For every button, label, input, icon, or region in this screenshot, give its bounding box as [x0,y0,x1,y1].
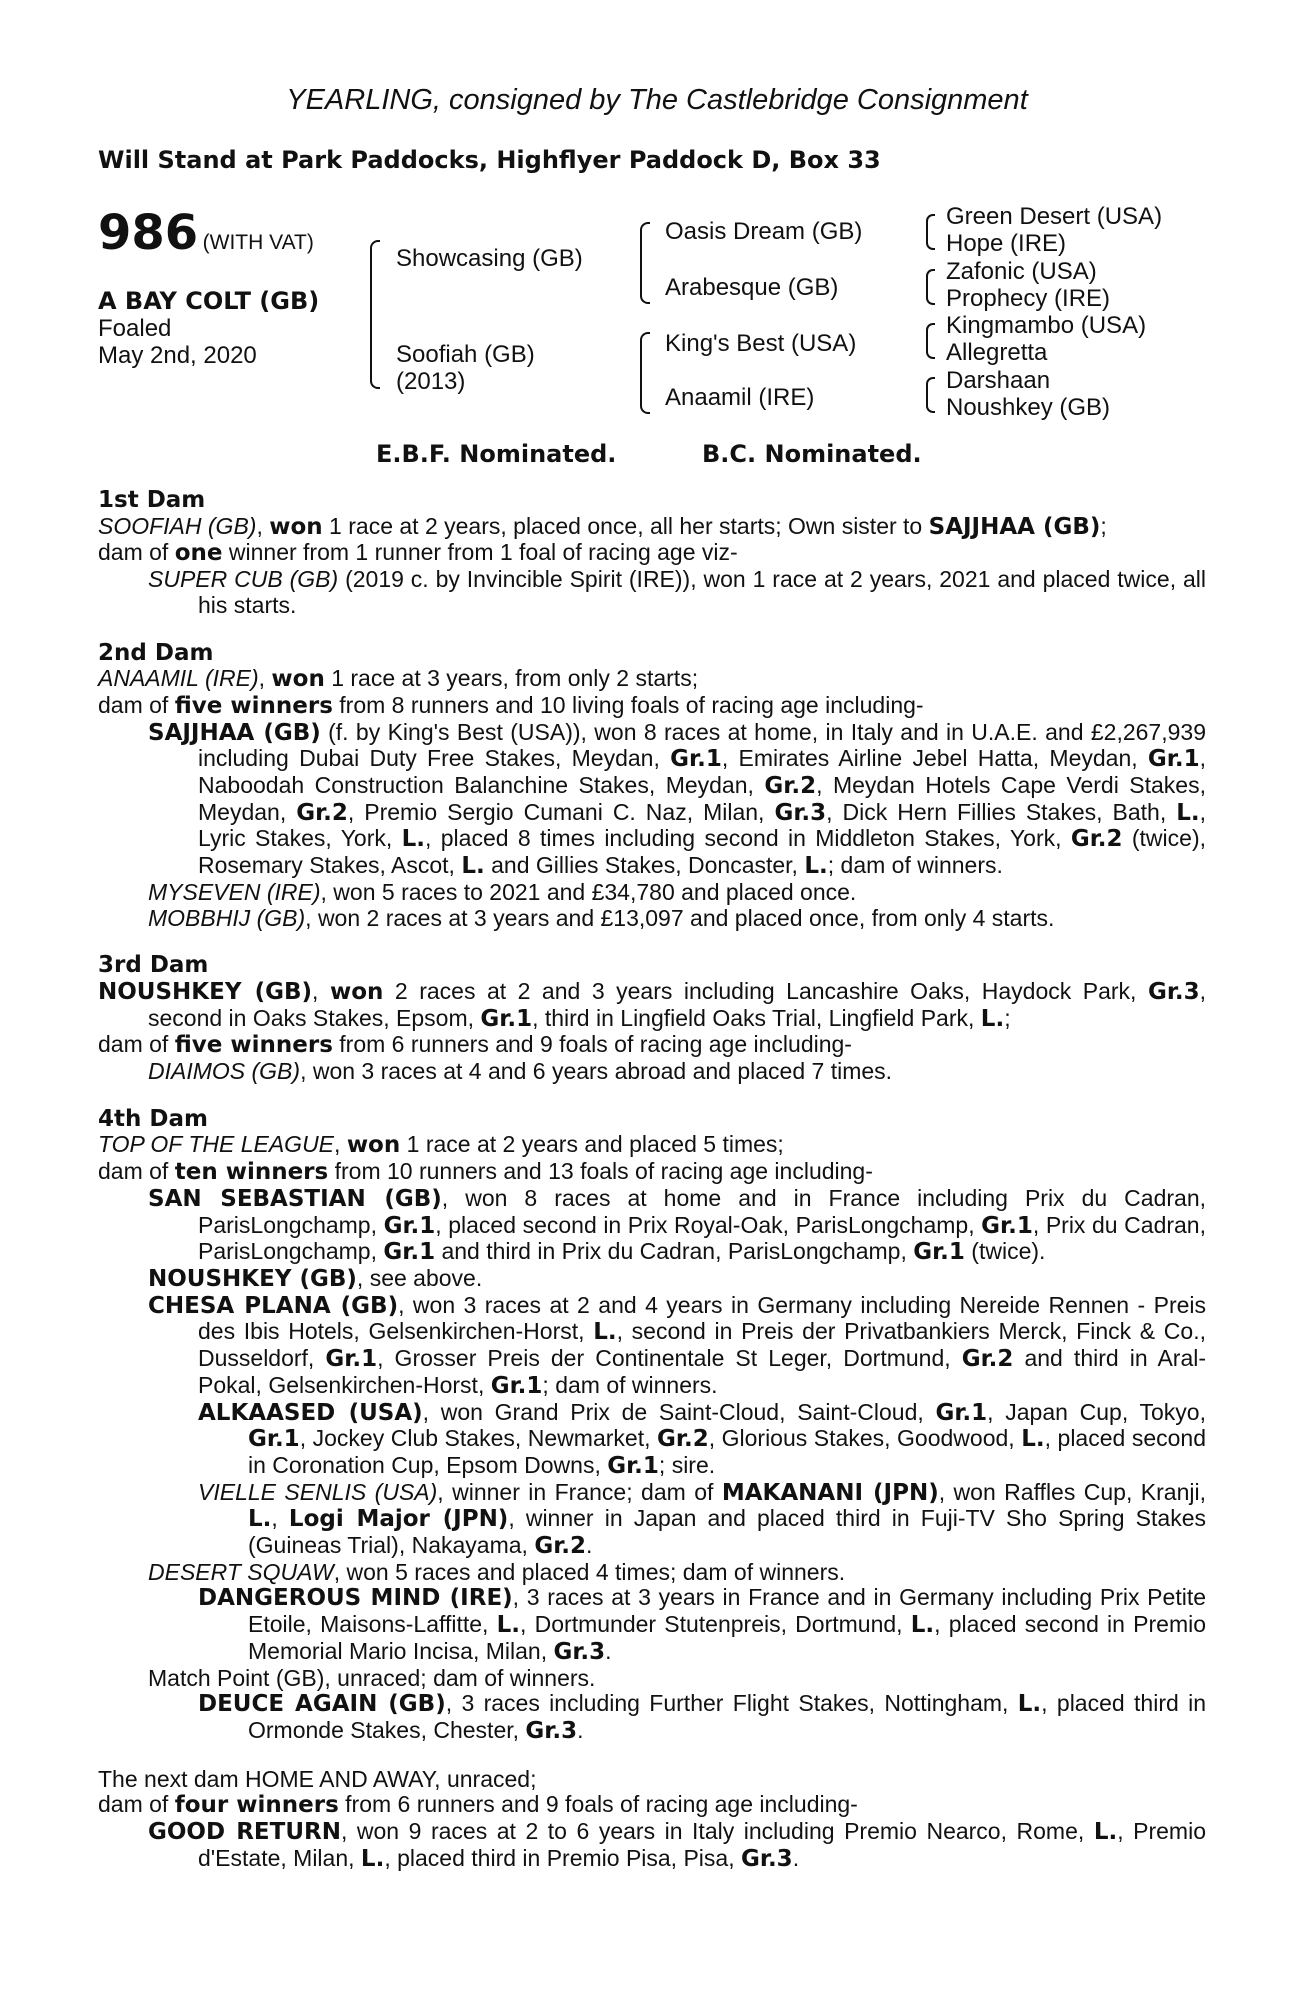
text: from 6 runners and 9 foals of racing age including- [338,1791,858,1818]
horse-name: ALKAASED (USA) [198,1399,423,1426]
mobbhij-entry [98,906,1206,932]
pedigree-brace-sire [640,222,650,304]
text: , Japan Cup, Tokyo, [987,1398,1206,1425]
text: , third in Lingfield Oaks Trial, Lingfield Park, [532,1004,981,1031]
group-grade: Gr.1 [325,1346,378,1373]
text: (f. by King's Best (USA)), won 8 races at home, in Italy and in U.A.E. and £2,267,939 including Dubai Duty Free Stakes, Meydan, [198,718,1206,772]
foal-name: SUPER CUB (GB) [148,566,339,593]
listed-grade: L. [1017,1691,1042,1718]
page-title: YEARLING, consigned by The Castlebridge Consignment [286,84,1028,116]
horse-name: A BAY COLT (GB) [98,287,320,315]
group-grade: Gr.2 [296,799,348,826]
text: . [605,1637,612,1664]
text: , Naboodah Construction Balanchine Stakes, Meydan, [198,745,1206,799]
text: , won Raffles Cup, Kranji, [938,1478,1206,1505]
horse-name: GOOD RETURN [148,1819,341,1846]
text: dam of [98,539,175,566]
text: ; dam of winners. [827,852,1003,879]
listed-grade: L. [910,1612,935,1639]
text: and third in Aral-Pokal, Gelsenkirchen-Horst, [198,1345,1207,1398]
text: , Grosser Preis der Continentale St Leger, Dortmund, [377,1345,962,1372]
pedigree-brace-g3b [926,269,935,305]
text: ; [1004,1004,1011,1031]
group-grade: Gr.1 [383,1239,436,1266]
third-dam-line: NOUSHKEY (GB), won 2 races at 2 and 3 years including Lancashire Oaks, Haydock Park, Gr.3, second in Oaks Stakes, Epsom, Gr.1, third in Lingfield Oaks Trial, Lingfield Park, L.; [98,977,1207,1032]
group-grade: Gr.1 [383,1212,436,1239]
horse-name: DIAIMOS (GB) [148,1058,301,1085]
text: winner from 1 runner from 1 foal of racing age viz- [222,539,738,566]
third-dam-produce-line [98,1032,1206,1059]
listed-grade: L. [980,1005,1005,1032]
text: , 3 races at 3 years in France and in Germany including Prix Petite Etoile, Maisons-Laffitte, [248,1584,1206,1638]
foaled-label: Foaled [98,315,172,342]
pedigree-brace-g3a [926,214,935,250]
pedigree-g3-4: Prophecy (IRE) [946,285,1111,312]
text: , placed second in Premio Memorial Mario Incisa, Milan, [248,1611,1207,1664]
pedigree-g2-4: Anaamil (IRE) [665,384,815,411]
winner-count: one [174,540,223,567]
text: dam of [98,1031,175,1058]
text: , second in Preis der Privatbankiers Merck, Finck & Co., Dusseldorf, [198,1318,1206,1372]
deuce-again-entry [98,1691,1206,1744]
fourth-dam-name: TOP OF THE LEAGUE [98,1131,335,1158]
pedigree-dam-name: Soofiah (GB) [396,341,535,368]
text: 1 race at 2 years, placed once, all her starts; Own sister to [322,512,929,539]
pedigree-g3-2: Hope (IRE) [946,230,1067,257]
group-grade: Gr.2 [764,773,817,800]
alkaased-entry [98,1400,1206,1480]
group-grade: Gr.1 [935,1399,988,1426]
group-grade: Gr.1 [248,1426,300,1453]
text: . [577,1716,584,1743]
pedigree-g2-2: Arabesque (GB) [665,274,839,301]
sister-name: SAJJHAA (GB) [928,513,1101,540]
pedigree-g2-1: Oasis Dream (GB) [665,218,863,245]
text: (2019 c. by Invincible Spirit (IRE)), won 1 race at 2 years, 2021 and placed twice, all his starts. [198,566,1206,618]
group-grade: Gr.1 [913,1239,965,1266]
listed-grade: L. [1093,1819,1118,1846]
text: dam of [98,1791,175,1818]
text: , second in Oaks Stakes, Epsom, [148,977,1207,1031]
winner-count: ten winners [174,1159,329,1186]
listed-grade: L. [248,1506,272,1533]
text: , Dortmunder Stutenpreis, Dortmund, [520,1611,911,1638]
second-dam-line: ANAAMIL (IRE), won 1 race at 3 years, from only 2 starts; [98,665,699,693]
listed-grade: L. [1176,799,1200,826]
group-grade: Gr.2 [961,1346,1014,1373]
text: , placed third in Ormonde Stakes, Chester, [248,1690,1207,1743]
pedigree-g3-6: Allegretta [946,339,1048,366]
text: , placed second in Prix Royal-Oak, ParisLongchamp, [435,1211,982,1238]
horse-name: CHESA PLANA (GB) [148,1292,399,1319]
text: , Emirates Airline Jebel Hatta, Meydan, [721,745,1148,772]
first-dam-line: SOOFIAH (GB), won 1 race at 2 years, placed once, all her starts; Own sister to SAJJHAA (GB); [98,512,1107,540]
won-label: won [329,978,384,1005]
listed-grade: L. [804,853,828,880]
text: dam of [98,1158,175,1185]
horse-name: DESERT SQUAW [148,1558,334,1585]
bc-nominated: B.C. Nominated. [702,440,922,468]
pedigree-g3-5: Kingmambo (USA) [946,312,1147,339]
horse-name: MOBBHIJ (GB) [148,904,306,931]
pedigree-brace-g3d [926,377,935,413]
text: from 10 runners and 13 foals of racing age including- [328,1158,873,1185]
text: and Gillies Stakes, Doncaster, [484,852,805,879]
noushkey-entry [98,1266,1206,1293]
text: , won 5 races and placed 4 times; dam of winners. [333,1558,846,1585]
text: , Premio d'Estate, Milan, [198,1818,1206,1871]
lot-number: 986 [98,205,199,261]
text: ; sire. [658,1451,716,1478]
horse-info [98,288,319,369]
first-dam-name: SOOFIAH (GB) [98,512,257,539]
second-dam-name: ANAAMIL (IRE) [98,665,259,692]
group-grade: Gr.1 [490,1372,543,1399]
horse-name: DANGEROUS MIND (IRE) [198,1585,513,1612]
pedigree-g3-8: Noushkey (GB) [946,394,1111,421]
text: , 3 races including Further Flight Stakes, Nottingham, [445,1690,1018,1717]
spacer [98,1745,1206,1767]
winner-count: four winners [174,1792,339,1819]
first-dam-produce-line [98,540,1206,567]
group-grade: Gr.1 [480,1005,533,1032]
text: , won 9 races at 2 to 6 years in Italy including Premio Nearco, Rome, [340,1818,1094,1845]
text: , won 2 races at 3 years and £13,097 and placed once, from only 4 starts. [305,904,1055,931]
horse-name: NOUSHKEY (GB) [148,1265,357,1292]
first-dam-foal [98,567,1206,618]
chesa-plana-entry [98,1293,1206,1400]
text: 1 race at 2 years and placed 5 times; [400,1131,784,1158]
text: , won 3 races at 2 and 4 years in Germany including Nereide Rennen - Preis des Ibis Hotels, Gelsenkirchen-Horst, [198,1291,1207,1345]
horse-name: DEUCE AGAIN (GB) [198,1691,446,1718]
text: , Premio Sergio Cumani C. Naz, Milan, [347,798,775,825]
produce-record [98,488,1206,1872]
listed-grade: L. [593,1319,617,1346]
pedigree-dam-year: (2013) [396,368,466,395]
text: . [586,1532,593,1559]
match-point-entry: Match Point (GB), unraced; dam of winners. [148,1664,596,1691]
group-grade: Gr.2 [1070,826,1123,853]
text: and third in Prix du Cadran, ParisLongchamp, [435,1238,914,1265]
good-return-entry [98,1819,1206,1872]
horse-name: SAN SEBASTIAN (GB) [148,1185,442,1212]
text: , won 8 races at home and in France including Prix du Cadran, ParisLongchamp, [198,1184,1207,1238]
text: , Lyric Stakes, York, [198,798,1206,852]
pedigree-dam [396,341,535,395]
listed-grade: L. [360,1845,385,1872]
won-label: won [346,1132,401,1159]
second-dam-produce-line [98,693,1206,720]
text: , Dick Hern Fillies Stakes, Bath, [826,798,1177,825]
diaimos-entry [98,1059,1206,1085]
text: , Jockey Club Stakes, Newmarket, [299,1425,658,1452]
vielle-senlis-entry [98,1480,1206,1560]
horse-name: SAJJHAA (GB) [148,719,321,746]
pedigree-g3-1: Green Desert (USA) [946,203,1163,230]
text: from 8 runners and 10 living foals of racing age including- [332,691,924,718]
text: , Glorious Stakes, Goodwood, [708,1425,1022,1452]
text: dam of [98,691,175,718]
winner-count: five winners [174,1032,333,1059]
text: . [792,1844,800,1871]
pedigree-brace-g3c [926,323,935,359]
text: , placed third in Premio Pisa, Pisa, [384,1844,741,1871]
pedigree-g2-3: King's Best (USA) [665,330,857,357]
text: , winner in Japan and placed third in Fuji-TV Sho Spring Stakes (Guineas Trial), Nakayama, [248,1505,1206,1559]
text: , won Grand Prix de Saint-Cloud, Saint-Cloud, [422,1398,936,1425]
second-dam-heading: 2nd Dam [98,639,214,666]
listed-grade: L. [496,1612,521,1639]
group-grade: Gr.2 [657,1426,709,1453]
vat-label: (WITH VAT) [202,231,314,254]
text: from 6 runners and 9 foals of racing age including- [332,1031,852,1058]
group-grade: Gr.1 [981,1212,1033,1239]
winner-count: five winners [174,692,333,719]
text: , placed second in Coronation Cup, Epsom Downs, [248,1425,1207,1478]
won-label: won [271,666,325,693]
text: , placed 8 times including second in Middleton Stakes, York, [425,825,1071,852]
pedigree-brace-main [370,240,380,389]
text: , won 3 races at 4 and 6 years abroad and placed 7 times. [300,1058,893,1085]
sajjhaa-entry [98,720,1206,880]
text: ; dam of winners. [542,1371,718,1398]
text: , Prix du Cadran, ParisLongchamp, [198,1211,1206,1265]
fourth-dam-produce-line [98,1159,1206,1186]
fourth-dam-heading: 4th Dam [98,1105,208,1132]
text: (twice), Rosemary Stakes, Ascot, [198,825,1206,879]
pedigree-g3-3: Zafonic (USA) [946,258,1097,285]
group-grade: Gr.3 [741,1845,793,1872]
text: , winner in France; dam of [437,1478,722,1505]
dangerous-mind-entry [98,1585,1206,1665]
group-grade: Gr.3 [525,1717,578,1744]
text: ; [1100,512,1107,539]
lot-number-block [98,205,314,261]
text: , Meydan Hotels Cape Verdi Stakes, Meydan, [198,772,1206,825]
text: , won 5 races to 2021 and £34,780 and placed once. [320,878,857,905]
san-sebastian-entry [98,1186,1206,1266]
group-grade: Gr.3 [553,1638,606,1665]
pedigree-sire: Showcasing (GB) [396,245,583,272]
group-grade: Gr.1 [607,1452,659,1479]
desert-squaw-entry [98,1560,1206,1586]
listed-grade: L. [461,853,485,880]
pedigree-brace-dam [640,332,650,414]
listed-grade: L. [1021,1426,1045,1453]
horse-name: Logi Major (JPN) [288,1506,509,1533]
third-dam-name: NOUSHKEY (GB) [98,978,313,1005]
text: (twice). [964,1238,1046,1265]
text: , see above. [356,1264,483,1291]
horse-name: MAKANANI (JPN) [721,1479,939,1506]
pedigree-g3-7: Darshaan [946,367,1051,394]
group-grade: Gr.1 [670,746,722,773]
group-grade: Gr.3 [774,799,827,826]
listed-grade: L. [401,826,426,853]
horse-name: VIELLE SENLIS (USA) [198,1478,438,1505]
group-grade: Gr.1 [1147,746,1200,773]
stand-location: Will Stand at Park Paddocks, Highflyer Paddock D, Box 33 [98,146,881,174]
fourth-dam-line: TOP OF THE LEAGUE, won 1 race at 2 years and placed 5 times; [98,1131,784,1159]
group-grade: Gr.3 [1147,978,1200,1005]
foaled-date: May 2nd, 2020 [98,342,257,369]
next-dam-line: The next dam HOME AND AWAY, unraced; [98,1765,537,1792]
text: 1 race at 3 years, from only 2 starts; [324,665,699,692]
ebf-nominated: E.B.F. Nominated. [376,440,617,468]
won-label: won [269,513,323,540]
text: , [271,1505,289,1532]
myseven-entry [98,880,1206,906]
first-dam-heading: 1st Dam [98,487,206,513]
horse-name: MYSEVEN (IRE) [148,878,321,905]
text: 2 races at 2 and 3 years including Lancashire Oaks, Haydock Park, [383,977,1148,1004]
group-grade: Gr.2 [534,1533,587,1560]
third-dam-heading: 3rd Dam [98,952,209,979]
next-dam-produce-line [98,1792,1206,1819]
